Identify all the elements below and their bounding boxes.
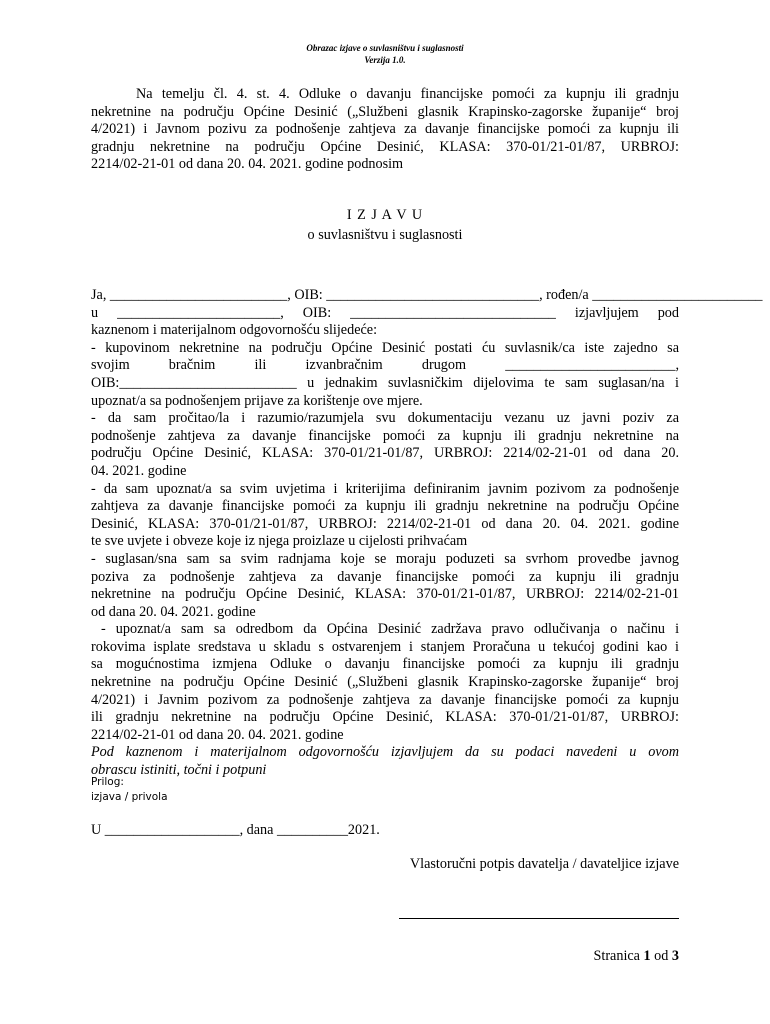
intro-line: nekretnine na području Općine Desinić („Službeni glasnik Krapinsko-zagorske županije“ broj <box>91 103 679 120</box>
body-line: nekretnine na području Općine Desinić („Službeni glasnik Krapinsko-zagorske županije“ broj <box>91 674 679 691</box>
page-footer <box>594 948 680 966</box>
declaration-title: I Z J A V U <box>346 207 424 223</box>
footer-total-pages: 3 <box>671 948 679 964</box>
body-line: Ja, _________________________, OIB: ______________________________, rođen/a ________________________ <box>91 287 763 303</box>
signature-label: Vlastoručni potpis davatelja / davateljice izjave <box>409 856 679 872</box>
body-line: kaznenom i materijalnom odgovornošću slijedeće: <box>91 322 378 339</box>
body-line: - da sam upoznat/a sa svim uvjetima i kriterijima definiranim javnim pozivom za podnošenje <box>91 480 679 497</box>
place-date-line: U ___________________, dana __________2021. <box>91 822 380 838</box>
intro-paragraph <box>91 86 679 174</box>
body-line: području Općine Desinić, KLASA: 370-01/21-01/87, URBROJ: 2214/02-21-01 od dana 20. <box>91 445 679 462</box>
body-line: zahtjeva za davanje financijske pomoći za kupnju ili gradnju nekretnine na području Općine <box>91 498 679 515</box>
body-line: od dana 20. 04. 2021. godine <box>91 603 256 620</box>
body-line: 2214/02-21-01 od dana 20. 04. 2021. godine <box>91 726 344 743</box>
closing-italic-line: Pod kaznenom i materijalnom odgovornošću izjavljujem da su podaci navedeni u ovom <box>91 744 679 761</box>
body-line: - upoznat/a sam sa odredbom da Općina Desinić zadržava pravo odlučivanja o načinu i <box>91 621 680 638</box>
body-line: - da sam pročitao/la i razumio/razumjela svu dokumentaciju vezanu uz javni poziv za <box>91 410 679 427</box>
closing-italic-line: obrascu istiniti, točni i potpuni <box>91 762 267 779</box>
attachment-item: izjava / privola <box>91 791 168 803</box>
body-line: sa mogućnostima izmjena Odluke o davanju financijske pomoći za kupnju ili gradnju <box>91 656 679 673</box>
form-version: Verzija 1.0. <box>364 55 406 65</box>
declaration-subtitle: o suvlasništvu i suglasnosti <box>307 227 463 243</box>
body-line: u _______________________, OIB: _____________________________ izjavljujem pod <box>91 304 679 321</box>
body-line: ili gradnju nekretnine na području Općine Desinić, KLASA: 370-01/21-01/87, URBROJ: <box>91 709 679 726</box>
body-line: 4/2021) i Javnim pozivom za podnošenje zahtjeva za davanje financijske pomoći za kupnju <box>91 691 679 708</box>
body-line: poziva za podnošenje zahtjeva za davanje financijske pomoći za kupnju ili gradnju <box>91 568 679 585</box>
body-line: - suglasan/sna sam sa svim radnjama koje se moraju poduzeti sa svrhom provedbe javnog <box>91 550 679 567</box>
body-line: podnošenje zahtjeva za davanje financijske pomoći za kupnju ili gradnju nekretnine na <box>91 427 679 444</box>
signature-line <box>399 918 679 919</box>
body-line: te sve uvjete i obveze koje iz njega proizlaze u cijelosti prihvaćam <box>91 533 468 550</box>
body-line: nekretnine na području Općine Desinić, KLASA: 370-01/21-01/87, URBROJ: 2214/02-21-01 <box>91 586 679 603</box>
intro-line: 4/2021) i Javnom pozivu za podnošenje zahtjeva za davanje financijske pomoći za kupnju ili <box>91 121 679 138</box>
attachment-label: Prilog: <box>91 776 124 788</box>
body-line: svojim bračnim ili izvanbračnim drugom ________________________, <box>91 357 679 374</box>
body-line: Desinić, KLASA: 370-01/21-01/87, URBROJ: 2214/02-21-01 od dana 20. 04. 2021. godine <box>91 515 679 532</box>
intro-line: 2214/02-21-01 od dana 20. 04. 2021. godine podnosim <box>91 156 404 173</box>
declaration-body <box>91 287 763 780</box>
intro-line: Na temelju čl. 4. st. 4. Odluke o davanju financijske pomoći za kupnju ili gradnju <box>136 86 679 102</box>
body-line: OIB:_________________________ u jednakim suvlasničkim dijelovima te sam suglasan/na i <box>91 374 679 391</box>
form-title: Obrazac izjave o suvlasništvu i suglasnosti <box>306 43 464 53</box>
footer-middle: od <box>650 948 672 964</box>
body-line: rokovima isplate sredstava u skladu s ostvarenjem i stanjem Proračuna u tekućoj godini kao i <box>91 638 679 655</box>
intro-line: gradnju nekretnine na području Općine Desinić, KLASA: 370-01/21-01/87, URBROJ: <box>91 138 679 155</box>
body-line: 04. 2021. godine <box>91 462 187 479</box>
body-line: upoznat/a sa podnošenjem prijave za korištenje ove mjere. <box>91 392 423 409</box>
footer-prefix: Stranica <box>593 948 644 964</box>
body-line: - kupovinom nekretnine na području Općine Desinić postati ću suvlasnik/ca iste zajedno sa <box>91 339 679 356</box>
footer-current-page: 1 <box>643 948 651 964</box>
